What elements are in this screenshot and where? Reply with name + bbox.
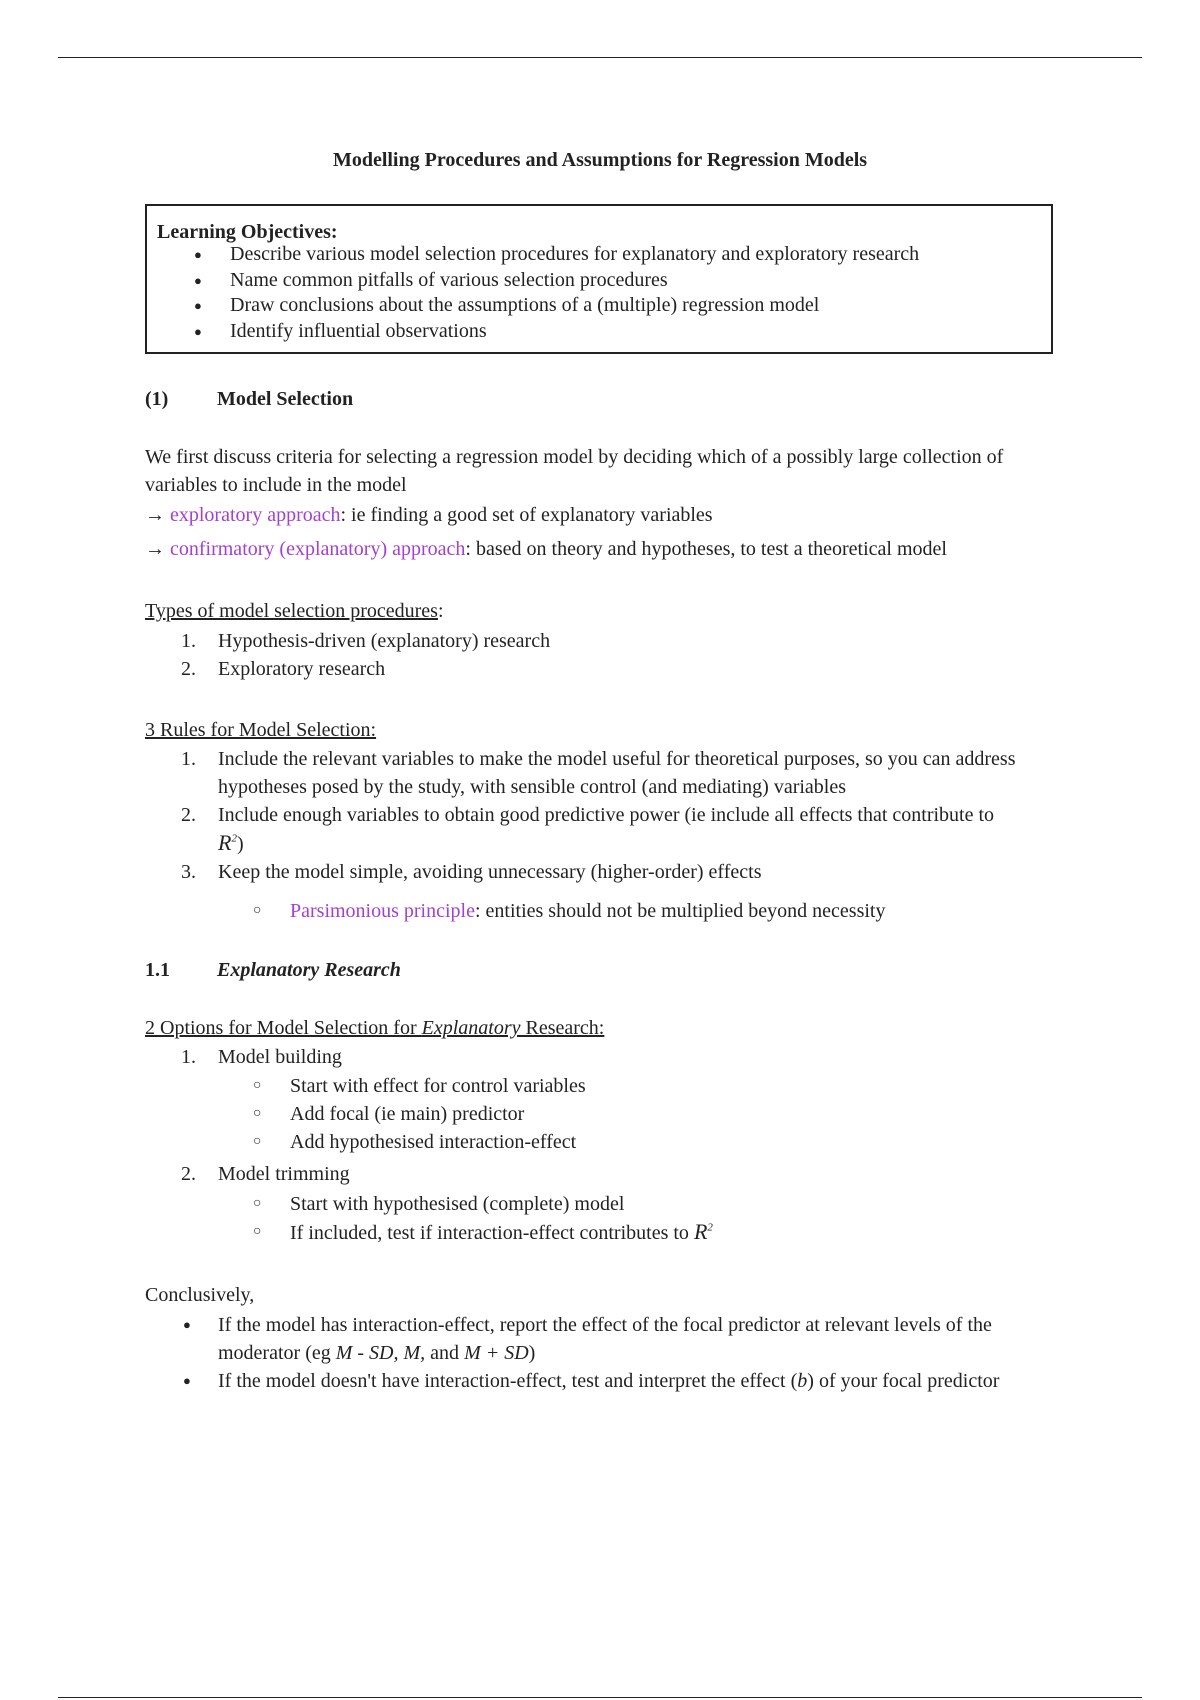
types-list <box>145 627 1058 683</box>
r-squared: $R^2$ <box>693 1219 713 1244</box>
list-item: ○ If included, test if interaction-effect contributes to $R^2$ <box>145 1218 713 1247</box>
list-item: 1. Hypothesis-driven (explanatory) research <box>181 630 551 652</box>
list-item: ○ Add focal (ie main) predictor <box>145 1100 586 1128</box>
list-item: ○ Start with effect for control variables <box>145 1072 586 1100</box>
section-heading-explanatory-research: 1.1 Explanatory Research <box>145 959 401 981</box>
rules-list <box>145 745 1058 886</box>
list-item: ● Draw conclusions about the assumptions of a (multiple) regression model <box>147 293 919 319</box>
parsimonious-principle-term: Parsimonious principle <box>290 900 475 922</box>
list-item: 1. Include the relevant variables to make the model useful for theoretical purposes, so you can address hypotheses posed by the study, with sensible control (and mediating) variables <box>181 748 1016 798</box>
conclusively-label: Conclusively, <box>145 1284 255 1306</box>
page-title: Modelling Procedures and Assumptions for Regression Models <box>332 149 868 171</box>
section-heading-model-selection: (1) Model Selection <box>145 388 354 410</box>
list-item: ○ Parsimonious principle: entities should not be multiplied beyond necessity <box>145 897 885 925</box>
list-item: ● Identify influential observations <box>147 319 919 345</box>
list-item: 2. Exploratory research <box>181 658 386 680</box>
options-list <box>145 1043 1058 1071</box>
rules-heading: 3 Rules for Model Selection: <box>145 719 377 741</box>
list-item: ○ Add hypothesised interaction-effect <box>145 1128 586 1156</box>
exploratory-approach-term: exploratory approach <box>170 504 341 526</box>
bottom-rule <box>58 1697 1142 1698</box>
conclusion-list <box>145 1311 1068 1395</box>
model-trimming-sublist <box>145 1190 713 1247</box>
model-building-sublist <box>145 1072 586 1156</box>
list-item: 1. Model building <box>181 1046 342 1068</box>
exploratory-approach-line: → exploratory approach: ie finding a good set of explanatory variables <box>145 504 713 526</box>
learning-objectives-box <box>145 204 1053 354</box>
list-item: 2. Model trimming <box>181 1163 350 1185</box>
list-item: 3. Keep the model simple, avoiding unnecessary (higher-order) effects <box>181 861 762 883</box>
confirmatory-approach-line: → confirmatory (explanatory) approach: based on theory and hypotheses, to test a theoretical model <box>145 538 947 560</box>
options-heading: 2 Options for Model Selection for Explanatory Research: <box>145 1017 605 1039</box>
list-item: ● If the model has interaction-effect, report the effect of the focal predictor at relevant levels of the moderator (eg M - SD, M, and M + SD) <box>145 1311 1068 1367</box>
parsimony-sublist <box>145 897 885 925</box>
types-heading: Types of model selection procedures: <box>145 600 444 622</box>
list-item: ○ Start with hypothesised (complete) model <box>145 1190 713 1218</box>
learning-objectives-heading: Learning Objectives: <box>157 221 338 243</box>
r-squared: $R^2$ <box>218 830 237 855</box>
top-rule <box>58 57 1142 58</box>
list-item: ● Describe various model selection procedures for explanatory and exploratory research <box>147 242 919 268</box>
list-item: ● Name common pitfalls of various selection procedures <box>147 268 919 294</box>
intro-paragraph: We first discuss criteria for selecting a regression model by deciding which of a possibly large collection of variables to include in the model <box>145 446 1004 496</box>
confirmatory-approach-term: confirmatory (explanatory) approach <box>170 538 466 560</box>
list-item: 2. Include enough variables to obtain good predictive power (ie include all effects that contribute to $R^2$) <box>181 804 995 855</box>
list-item: ● If the model doesn't have interaction-effect, test and interpret the effect (b) of your focal predictor <box>145 1367 1018 1395</box>
learning-objectives-list <box>147 242 919 344</box>
options-list-2 <box>145 1160 1058 1188</box>
